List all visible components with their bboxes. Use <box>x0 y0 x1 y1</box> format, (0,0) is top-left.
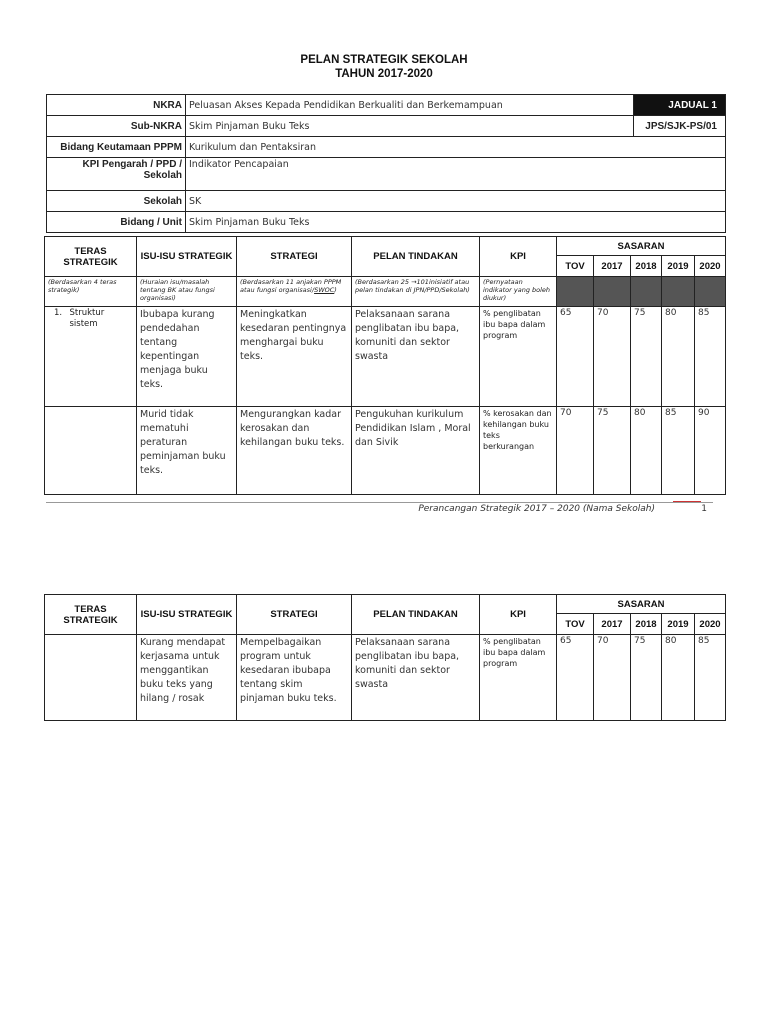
pelan-cell: Pelaksanaan sarana penglibatan ibu bapa, komuniti dan sektor swasta <box>352 307 480 407</box>
hint-row <box>45 277 726 307</box>
unit-label: Bidang / Unit <box>47 212 186 233</box>
page-number: 1 <box>701 504 707 514</box>
kpi-label: KPI Pengarah / PPD / Sekolah <box>47 158 186 191</box>
strategic-table-1 <box>44 236 726 495</box>
header-tov: TOV <box>557 614 594 635</box>
target-2018-cell: 75 <box>631 307 662 407</box>
nkra-label: NKRA <box>47 95 186 116</box>
strategi-cell: Meningkatkan kesedaran pentingnya menghargai buku teks. <box>237 307 352 407</box>
bidang-value: Kurikulum dan Pentaksiran <box>186 137 726 158</box>
header-2019: 2019 <box>662 614 695 635</box>
shaded-cell <box>594 277 631 307</box>
strategi-cell: Mempelbagaikan program untuk kesedaran ibubapa tentang skim pinjaman buku teks. <box>237 635 352 721</box>
document-subtitle: TAHUN 2017-2020 <box>335 68 433 80</box>
header-teras: TERAS STRATEGIK <box>45 595 137 635</box>
page-footer <box>46 502 713 517</box>
header-pelan: PELAN TINDAKAN <box>352 237 480 277</box>
header-kpi: KPI <box>480 595 557 635</box>
info-row-sekolah <box>47 191 726 212</box>
header-2018: 2018 <box>631 256 662 277</box>
pelan-cell: Pengukuhan kurikulum Pendidikan Islam , Moral dan Sivik <box>352 407 480 495</box>
tov-cell: 70 <box>557 407 594 495</box>
info-row-bidang <box>47 137 726 158</box>
shaded-cell <box>695 277 726 307</box>
teras-cell <box>45 407 137 495</box>
target-2019-cell: 85 <box>662 407 695 495</box>
header-strategi: STRATEGI <box>237 595 352 635</box>
hint-pelan: (Berdasarkan 25 →101inisiatif atau pelan tindakan di JPN/PPD/Sekolah) <box>352 277 480 307</box>
document-code: JPS/SJK-PS/01 <box>634 116 726 137</box>
header-pelan: PELAN TINDAKAN <box>352 595 480 635</box>
tov-cell: 65 <box>557 635 594 721</box>
info-row-kpi <box>47 158 726 191</box>
teras-cell <box>45 635 137 721</box>
subnkra-label: Sub-NKRA <box>47 116 186 137</box>
target-2020-cell: 85 <box>695 635 726 721</box>
info-row-unit <box>47 212 726 233</box>
target-2020-cell: 90 <box>695 407 726 495</box>
kpi-cell: % kerosakan dan kehilangan buku teks berkurangan <box>480 407 557 495</box>
isu-cell: Kurang mendapat kerjasama untuk menggantikan buku teks yang hilang / rosak <box>137 635 237 721</box>
info-table <box>46 94 726 233</box>
kpi-cell: % penglibatan ibu bapa dalam program <box>480 635 557 721</box>
sekolah-label: Sekolah <box>47 191 186 212</box>
footer-text: Perancangan Strategik 2017 – 2020 (Nama Sekolah) <box>418 504 655 514</box>
teras-text: Struktur sistem <box>69 308 105 329</box>
hint-teras: (Berdasarkan 4 teras strategik) <box>45 277 137 307</box>
header-strategi: STRATEGI <box>237 237 352 277</box>
header-2017: 2017 <box>594 256 631 277</box>
target-2020-cell: 85 <box>695 307 726 407</box>
teras-number: 1. <box>54 308 63 318</box>
hint-strategi: (Berdasarkan 11 anjakan PPPM atau fungsi organisasi/SWOC) <box>237 277 352 307</box>
target-2018-cell: 75 <box>631 635 662 721</box>
header-isu: ISU-ISU STRATEGIK <box>137 237 237 277</box>
table-row <box>45 635 726 721</box>
header-isu: ISU-ISU STRATEGIK <box>137 595 237 635</box>
shaded-cell <box>631 277 662 307</box>
teras-cell <box>45 307 137 407</box>
subnkra-value: Skim Pinjaman Buku Teks <box>186 116 634 137</box>
target-2017-cell: 70 <box>594 635 631 721</box>
sekolah-value: SK <box>186 191 726 212</box>
jadual-badge: JADUAL 1 <box>634 95 726 116</box>
target-2017-cell: 70 <box>594 307 631 407</box>
unit-value: Skim Pinjaman Buku Teks <box>186 212 726 233</box>
footer-accent-line <box>673 501 701 502</box>
target-2018-cell: 80 <box>631 407 662 495</box>
nkra-value: Peluasan Akses Kepada Pendidikan Berkualiti dan Berkemampuan <box>186 95 634 116</box>
target-2019-cell: 80 <box>662 635 695 721</box>
hint-kpi: (Pernyataan indikator yang boleh diukur) <box>480 277 557 307</box>
header-sasaran: SASARAN <box>557 595 726 614</box>
kpi-cell: % penglibatan ibu bapa dalam program <box>480 307 557 407</box>
bidang-label: Bidang Keutamaan PPPM <box>47 137 186 158</box>
header-2020: 2020 <box>695 614 726 635</box>
header-teras: TERAS STRATEGIK <box>45 237 137 277</box>
header-2020: 2020 <box>695 256 726 277</box>
pelan-cell: Pelaksanaan sarana penglibatan ibu bapa, komuniti dan sektor swasta <box>352 635 480 721</box>
document-title: PELAN STRATEGIK SEKOLAH <box>300 54 468 66</box>
target-2019-cell: 80 <box>662 307 695 407</box>
header-sasaran: SASARAN <box>557 237 726 256</box>
header-2017: 2017 <box>594 614 631 635</box>
table-row <box>45 307 726 407</box>
kpi-value: Indikator Pencapaian <box>186 158 726 191</box>
target-2017-cell: 75 <box>594 407 631 495</box>
isu-cell: Murid tidak mematuhi peraturan peminjaman buku teks. <box>137 407 237 495</box>
table-row <box>45 407 726 495</box>
strategi-cell: Mengurangkan kadar kerosakan dan kehilangan buku teks. <box>237 407 352 495</box>
strategic-table-2 <box>44 594 726 721</box>
isu-cell: Ibubapa kurang pendedahan tentang kepentingan menjaga buku teks. <box>137 307 237 407</box>
tov-cell: 65 <box>557 307 594 407</box>
hint-isu: (Huraian isu/masalah tentang BK atau fungsi organisasi) <box>137 277 237 307</box>
header-2019: 2019 <box>662 256 695 277</box>
shaded-cell <box>662 277 695 307</box>
header-2018: 2018 <box>631 614 662 635</box>
header-tov: TOV <box>557 256 594 277</box>
info-row-nkra <box>47 95 726 116</box>
header-kpi: KPI <box>480 237 557 277</box>
shaded-cell <box>557 277 594 307</box>
info-row-subnkra <box>47 116 726 137</box>
